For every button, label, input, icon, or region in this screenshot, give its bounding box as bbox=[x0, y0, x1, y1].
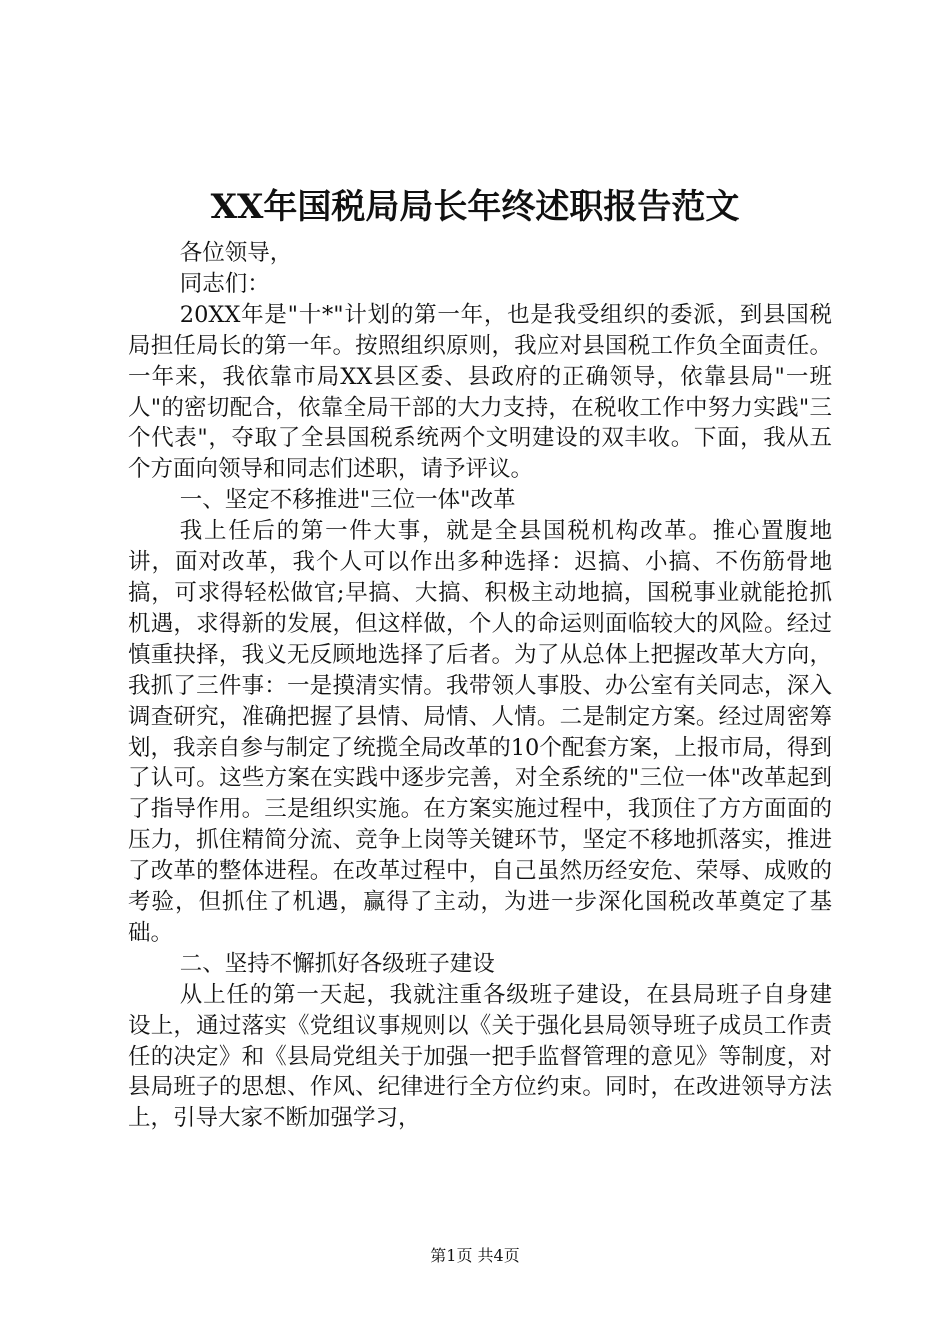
section-2-paragraph: 从上任的第一天起，我就注重各级班子建设，在县局班子自身建设上，通过落实《党组议事规则以《关于强化县局领导班子成员工作责任的决定》和《县局党组关于加强一把手监督管理的意见》等制度，对县局班子的思想、作风、纪律进行全方位约束。同时，在改进领导方法上，引导大家不断加强学习， bbox=[128, 981, 832, 1132]
document-body bbox=[128, 238, 832, 1134]
section-heading-1: 一、坚定不移推进"三位一体"改革 bbox=[179, 487, 516, 514]
section-heading-2: 二、坚持不懈抓好各级班子建设 bbox=[179, 950, 495, 977]
document-title: XX年国税局局长年终述职报告范文 bbox=[210, 187, 740, 227]
intro-paragraph: 20XX年是"十*"计划的第一年，也是我受组织的委派，到县国税局担任局长的第一年。按照组织原则，我应对县国税工作负全面责任。一年来，我依靠市局XX县区委、县政府的正确领导，依靠县局"一班人"的密切配合，依靠全局干部的大力支持，在税收工作中努力实践"三个代表"，夺取了全县国税系统两个文明建设的双丰收。下面，我从五个方面向领导和同志们述职，请予评议。 bbox=[128, 301, 832, 483]
salutation-leaders: 各位领导， bbox=[179, 240, 293, 266]
section-1-paragraph: 我上任后的第一件大事，就是全县国税机构改革。推心置腹地讲，面对改革，我个人可以作出多种选择：迟搞、小搞、不伤筋骨地搞，可求得轻松做官;早搞、大搞、积极主动地搞，国税事业就能抢抓机遇，求得新的发展，但这样做，个人的命运则面临较大的风险。经过慎重抉择，我义无反顾地选择了后者。为了从总体上把握改革大方向，我抓了三件事：一是摸清实情。我带领人事股、办公室有关同志，深入调查研究，准确把握了县情、局情、人情。二是制定方案。经过周密筹划，我亲自参与制定了统揽全局改革的10个配套方案，上报市局，得到了认可。这些方案在实践中逐步完善，对全系统的"三位一体"改革起到了指导作用。三是组织实施。在方案实施过程中，我顶住了方方面面的压力，抓住精简分流、竞争上岗等关键环节，坚定不移地抓落实，推进了改革的整体进程。在改革过程中，自己虽然历经安危、荣辱、成败的考验，但抓住了机遇，赢得了主动，为进一步深化国税改革奠定了基础。 bbox=[128, 518, 832, 946]
page-number-footer: 第1页 共4页 bbox=[430, 1246, 520, 1265]
salutation-comrades: 同志们： bbox=[179, 270, 270, 297]
